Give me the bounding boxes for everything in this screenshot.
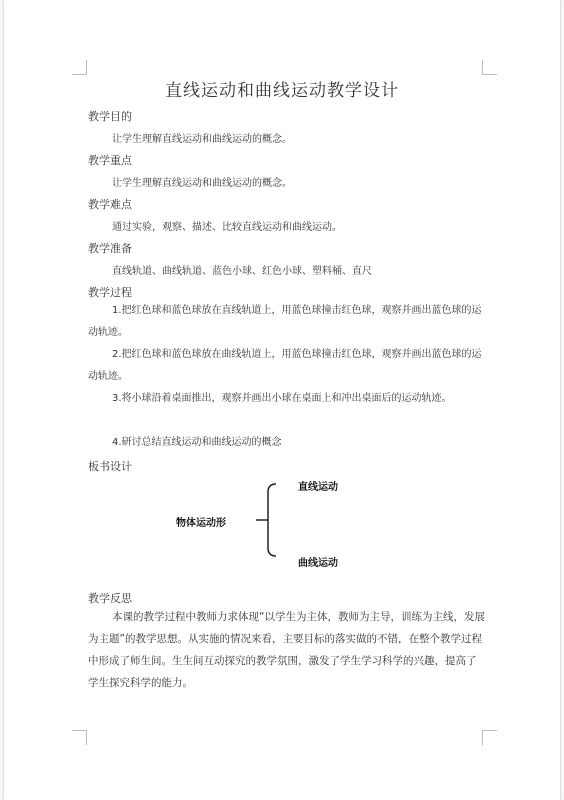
margin-mark-top-left [72, 60, 87, 75]
process-step-3: 3.将小球沿着桌面推出，观察并画出小球在桌面上和冲出桌面后的运动轨迹。 [112, 393, 452, 404]
reflection-text: 本课的教学过程中教师力求体现“以学生为主体，教师为主导，训练为主线，发展为主题”的教学思想。从实施的情况来看，主要目标的落实做的不错，在整个教学过程中形成了师生间。生生间互动探究的教学氛围，激发了学生学习科学的兴趣，提高了学生探究科学的能力。 [88, 611, 485, 689]
key-text: 让学生理解直线运动和曲线运动的概念。 [112, 178, 292, 189]
document-title: 直线运动和曲线运动教学设计 [165, 81, 399, 101]
margin-mark-top-right [482, 60, 497, 75]
objective-text: 让学生理解直线运动和曲线运动的概念。 [112, 134, 292, 145]
prep-text: 直线轨道、曲线轨道、蓝色小球、红色小球、塑料桶、直尺 [112, 266, 372, 277]
process-step-4: 4.研讨总结直线运动和曲线运动的概念 [112, 437, 282, 448]
board-branch-curve: 曲线运动 [298, 558, 338, 569]
board-heading: 板书设计 [88, 460, 132, 473]
margin-mark-bottom-right [482, 730, 497, 745]
objective-heading: 教学目的 [88, 110, 132, 123]
board-center-label: 物体运动形 [176, 518, 226, 529]
board-diagram [164, 470, 384, 580]
process-step-1: 1.把红色球和蓝色球放在直线轨道上，用蓝色球撞击红色球，观察并画出蓝色球的运动轨迹。 [88, 305, 482, 338]
board-branch-straight: 直线运动 [298, 482, 338, 493]
key-heading: 教学重点 [88, 154, 132, 167]
prep-heading: 教学准备 [88, 242, 132, 255]
reflection-heading: 教学反思 [88, 592, 132, 605]
difficulty-text: 通过实验，观察、描述、比较直线运动和曲线运动。 [112, 222, 342, 233]
process-heading: 教学过程 [88, 286, 132, 299]
difficulty-heading: 教学难点 [88, 198, 132, 211]
margin-mark-bottom-left [72, 730, 87, 745]
document-page [4, 0, 560, 800]
process-step-2: 2.把红色球和蓝色球放在曲线轨道上，用蓝色球撞击红色球，观察并画出蓝色球的运动轨迹。 [88, 349, 482, 382]
